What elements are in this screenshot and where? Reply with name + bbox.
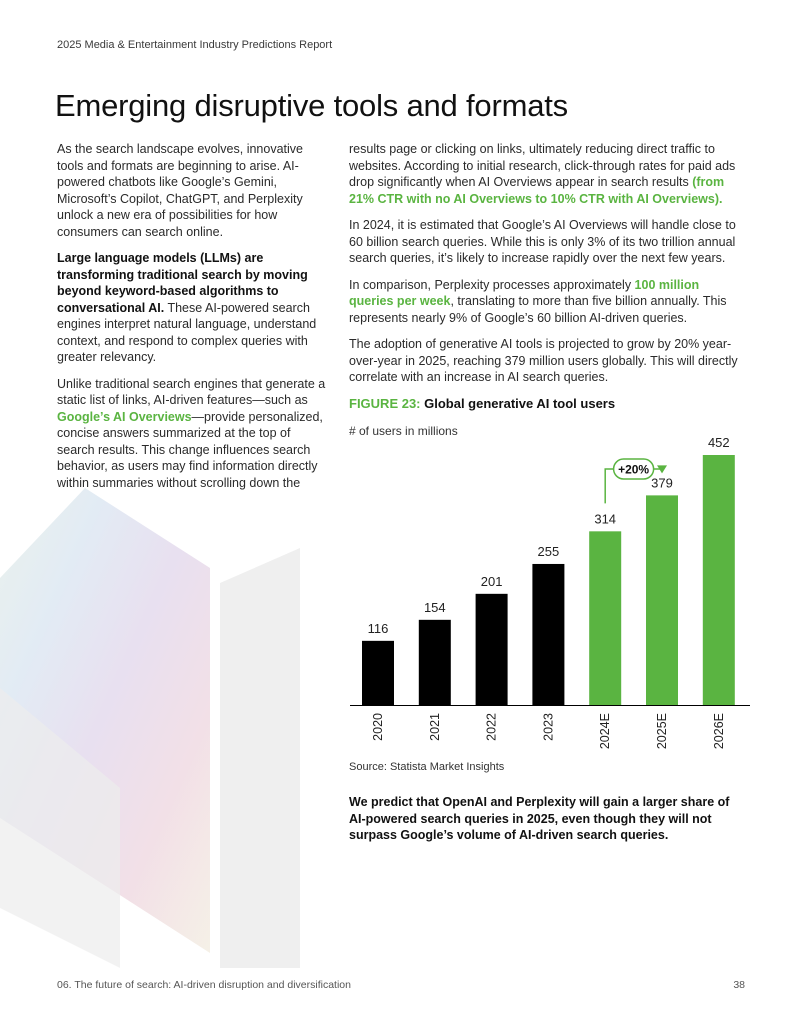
paragraph-text: Unlike traditional search engines that generate a static list of links, AI-driven features—such as	[57, 376, 326, 407]
growth-badge-text: +20%	[618, 462, 650, 477]
highlight-text: 100 million queries per week	[349, 277, 700, 308]
data-label-2026E: 452	[707, 435, 730, 450]
paragraph	[349, 277, 747, 327]
tick-label-2025E: 2025E	[655, 713, 669, 750]
paragraph-text: In comparison, Perplexity processes approximately	[349, 277, 635, 292]
data-label-2021: 154	[423, 599, 446, 615]
data-label-2023: 255	[537, 543, 560, 559]
paragraph	[57, 250, 329, 366]
page-title: Emerging disruptive tools and formats	[55, 88, 568, 123]
highlight-text: (from 21% CTR with no AI Overviews to 10% CTR with AI Overviews).	[349, 175, 725, 206]
bar-2023	[532, 564, 564, 705]
data-label-2020: 116	[367, 620, 389, 636]
paragraph: In 2024, it is estimated that Google’s AI Overviews will handle close to 60 billion search queries. While this is only 3% of its two trillion annual search queries, it’s likely to increase rapidly over the next few years.	[349, 218, 736, 265]
paragraph-text: These AI-powered search engines interpret natural language, understand context, and respond to complex queries with greater relevancy.	[57, 300, 317, 364]
figure-label: FIGURE 23:	[349, 396, 421, 411]
paragraph	[57, 376, 329, 492]
left-column	[57, 141, 329, 501]
page-number: 38	[733, 979, 745, 991]
bold-lead: Large language models (LLMs) are transforming traditional search by moving beyond keyword-based algorithms to conversational AI.	[57, 251, 308, 315]
paragraph: As the search landscape evolves, innovative tools and formats are beginning to arise. AI-powered chatbots like Google’s Gemini, Microsoft’s Copilot, ChatGPT, and Perplexity unlock a new era of possibilities for how consumers can search online.	[57, 142, 303, 239]
highlight-text: Google’s AI Overviews	[57, 409, 192, 424]
tick-label-2026E: 2026E	[711, 713, 726, 750]
paragraph-text: —provide personalized, concise answers summarized at the top of search results. This change influences search behavior, as users may find information directly within summaries without scrolling down the	[57, 409, 323, 490]
right-column	[349, 141, 747, 396]
chart-units: # of users in millions	[349, 424, 458, 438]
bar-chart	[340, 425, 760, 755]
bar-2024E	[589, 531, 621, 705]
tick-label-2023: 2023	[541, 713, 556, 741]
bar-2026E	[703, 455, 735, 705]
bar-2021	[419, 620, 451, 705]
bar-2022	[476, 594, 508, 705]
tick-label-2021: 2021	[427, 713, 442, 741]
tick-label-2024E: 2024E	[598, 713, 613, 750]
footer-section: 06. The future of search: AI-driven disruption and diversification	[57, 979, 351, 991]
paragraph: The adoption of generative AI tools is projected to grow by 20% year-over-year in 2025, reaching 379 million users globally. This will directly correlate with an increase in AI search queries.	[349, 337, 738, 384]
paragraph	[349, 141, 747, 207]
data-label-2022: 201	[480, 573, 503, 589]
figure-title	[349, 396, 615, 411]
tick-label-2020: 2020	[371, 713, 385, 741]
report-header: 2025 Media & Entertainment Industry Predictions Report	[57, 39, 333, 51]
tick-label-2022: 2022	[484, 713, 499, 741]
bar-2025E	[646, 495, 678, 705]
data-label-2025E: 379	[651, 475, 673, 491]
figure-title-text: Global generative AI tool users	[420, 396, 616, 411]
paragraph-text: results page or clicking on links, ultimately reducing direct traffic to websites. According to initial research, click-through rates for paid ads drop significantly when AI Overviews appear in search results	[349, 142, 736, 189]
chart-source: Source: Statista Market Insights	[349, 761, 505, 773]
growth-arrow-line	[605, 469, 613, 503]
prediction-text: We predict that OpenAI and Perplexity will gain a larger share of AI-powered search queries in 2025, even though they will not surpass Google’s volume of AI-driven search queries.	[349, 795, 730, 842]
decorative-gradient-shape	[0, 488, 300, 968]
paragraph-text: , translating to more than five billion annually. This represents nearly 9% of Google’s 60 billion AI-driven queries.	[349, 294, 727, 325]
data-label-2024E: 314	[594, 511, 617, 527]
bar-2020	[362, 641, 394, 705]
